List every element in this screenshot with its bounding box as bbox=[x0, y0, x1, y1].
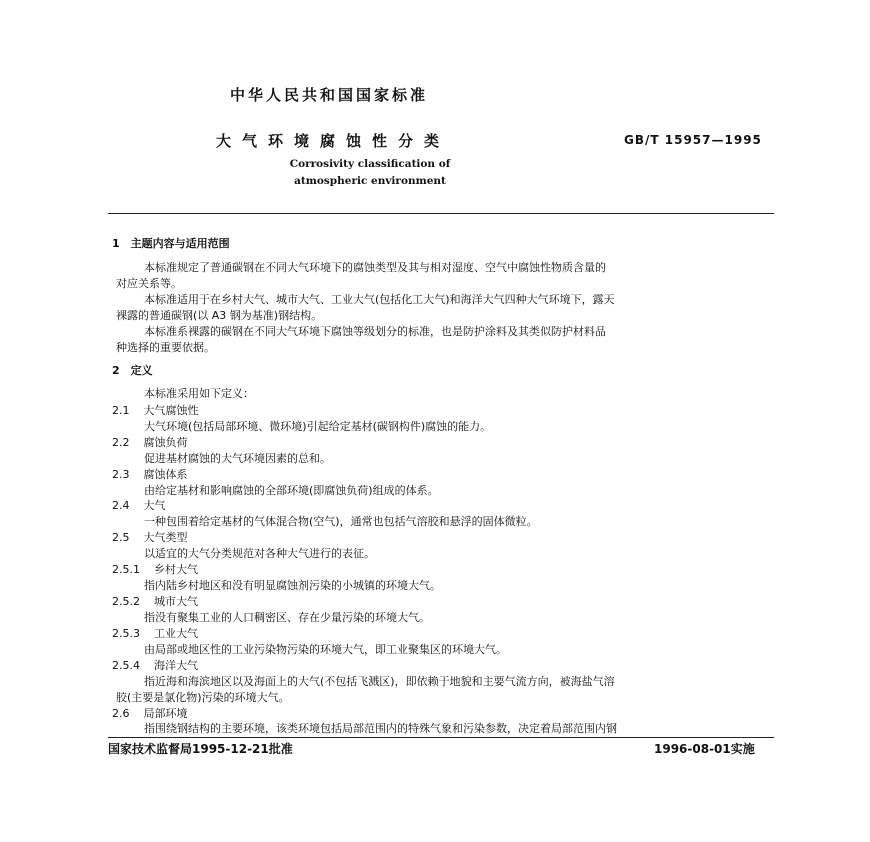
definition-2-5-text: 以适宜的大气分类规范对各种大气进行的表征。 bbox=[144, 547, 375, 560]
standard-organization: 中华人民共和国国家标准 bbox=[230, 86, 429, 104]
definition-2-1-text: 大气环境(包括局部环境、微环境)引起给定基材(碳钢构件)腐蚀的能力。 bbox=[144, 420, 492, 433]
definition-term: 乡村大气 bbox=[154, 563, 198, 576]
definition-number: 2.5.4 bbox=[112, 659, 140, 672]
approval-date: 国家技术监督局1995-12-21批准 bbox=[108, 742, 293, 756]
definition-number: 2.6 bbox=[112, 707, 130, 720]
definition-2-3-heading bbox=[112, 466, 188, 482]
definition-2-1-heading bbox=[112, 402, 199, 418]
definition-term: 大气 bbox=[143, 499, 166, 512]
effective-date: 1996-08-01实施 bbox=[654, 742, 755, 756]
definition-term: 大气类型 bbox=[143, 531, 188, 544]
definition-term: 大气腐蚀性 bbox=[143, 404, 199, 417]
definition-2-5-4-text-line-1: 指近海和海滨地区以及海面上的大气(不包括飞溅区)，即依赖于地貌和主要气流方向，被海盐气溶 bbox=[144, 675, 615, 688]
definition-2-2-heading bbox=[112, 434, 188, 450]
definition-2-3-text: 由给定基材和影响腐蚀的全部环境(即腐蚀负荷)组成的体系。 bbox=[144, 484, 439, 497]
definition-term: 局部环境 bbox=[143, 707, 188, 720]
definition-2-5-2-text: 指没有聚集工业的人口稠密区、存在少量污染的环境大气。 bbox=[144, 611, 430, 624]
definition-term: 腐蚀负荷 bbox=[143, 436, 188, 449]
definition-number: 2.5 bbox=[112, 531, 130, 544]
definition-2-5-heading bbox=[112, 529, 188, 545]
definition-2-5-4-text-line-2: 胶(主要是氯化物)污染的环境大气。 bbox=[116, 691, 290, 704]
header-rule bbox=[108, 213, 774, 214]
definition-number: 2.5.2 bbox=[112, 595, 140, 608]
section-1-heading: 1 主题内容与适用范围 bbox=[112, 237, 230, 250]
definition-number: 2.3 bbox=[112, 468, 130, 481]
section-1-paragraph-2-line-1: 本标准适用于在乡村大气、城市大气、工业大气(包括化工大气)和海洋大气四种大气环境下，露天 bbox=[144, 293, 615, 306]
definition-term: 工业大气 bbox=[154, 627, 198, 640]
definition-2-5-4-heading bbox=[112, 657, 198, 673]
definition-2-5-1-text: 指内陆乡村地区和没有明显腐蚀剂污染的小城镇的环境大气。 bbox=[144, 579, 441, 592]
section-2-intro: 本标准采用如下定义： bbox=[144, 387, 254, 400]
definition-2-5-2-heading bbox=[112, 593, 198, 609]
definition-2-4-heading bbox=[112, 497, 166, 513]
definition-number: 2.1 bbox=[112, 404, 130, 417]
definition-term: 海洋大气 bbox=[154, 659, 198, 672]
section-2-heading: 2 定义 bbox=[112, 364, 153, 377]
definition-term: 腐蚀体系 bbox=[143, 468, 188, 481]
definition-2-2-text: 促进基材腐蚀的大气环境因素的总和。 bbox=[144, 452, 331, 465]
definition-2-4-text: 一种包围着给定基材的气体混合物(空气)，通常也包括气溶胶和悬浮的固体微粒。 bbox=[144, 515, 538, 528]
section-1-paragraph-3-line-2: 种选择的重要依据。 bbox=[116, 341, 215, 354]
section-1-paragraph-1-line-1: 本标准规定了普通碳钢在不同大气环境下的腐蚀类型及其与相对湿度、空气中腐蚀性物质含量的 bbox=[144, 261, 606, 274]
definition-2-5-1-heading bbox=[112, 561, 198, 577]
definition-2-6-text: 指围绕钢结构的主要环境，该类环境包括局部范围内的特殊气象和污染参数，决定着局部范围内钢 bbox=[144, 722, 617, 735]
definition-2-6-heading bbox=[112, 705, 188, 721]
definition-number: 2.5.3 bbox=[112, 627, 140, 640]
document-title-cn: 大气环境腐蚀性分类 bbox=[216, 132, 451, 150]
definition-number: 2.2 bbox=[112, 436, 130, 449]
section-1-paragraph-2-line-2: 裸露的普通碳钢(以 A3 钢为基准)钢结构。 bbox=[116, 309, 323, 322]
definition-2-5-3-heading bbox=[112, 625, 198, 641]
document-title-en-line2: atmospheric environment bbox=[294, 175, 446, 187]
standard-number: GB/T 15957—1995 bbox=[624, 133, 762, 147]
section-1-paragraph-1-line-2: 对应关系等。 bbox=[116, 277, 182, 290]
section-1-paragraph-3-line-1: 本标准系裸露的碳钢在不同大气环境下腐蚀等级划分的标准，也是防护涂料及其类似防护材料品 bbox=[144, 325, 606, 338]
definition-number: 2.4 bbox=[112, 499, 130, 512]
definition-term: 城市大气 bbox=[154, 595, 198, 608]
footer-rule bbox=[108, 737, 774, 738]
document-title-en-line1: Corrosivity classification of bbox=[289, 158, 451, 170]
definition-number: 2.5.1 bbox=[112, 563, 140, 576]
definition-2-5-3-text: 由局部或地区性的工业污染物污染的环境大气，即工业聚集区的环境大气。 bbox=[144, 643, 507, 656]
